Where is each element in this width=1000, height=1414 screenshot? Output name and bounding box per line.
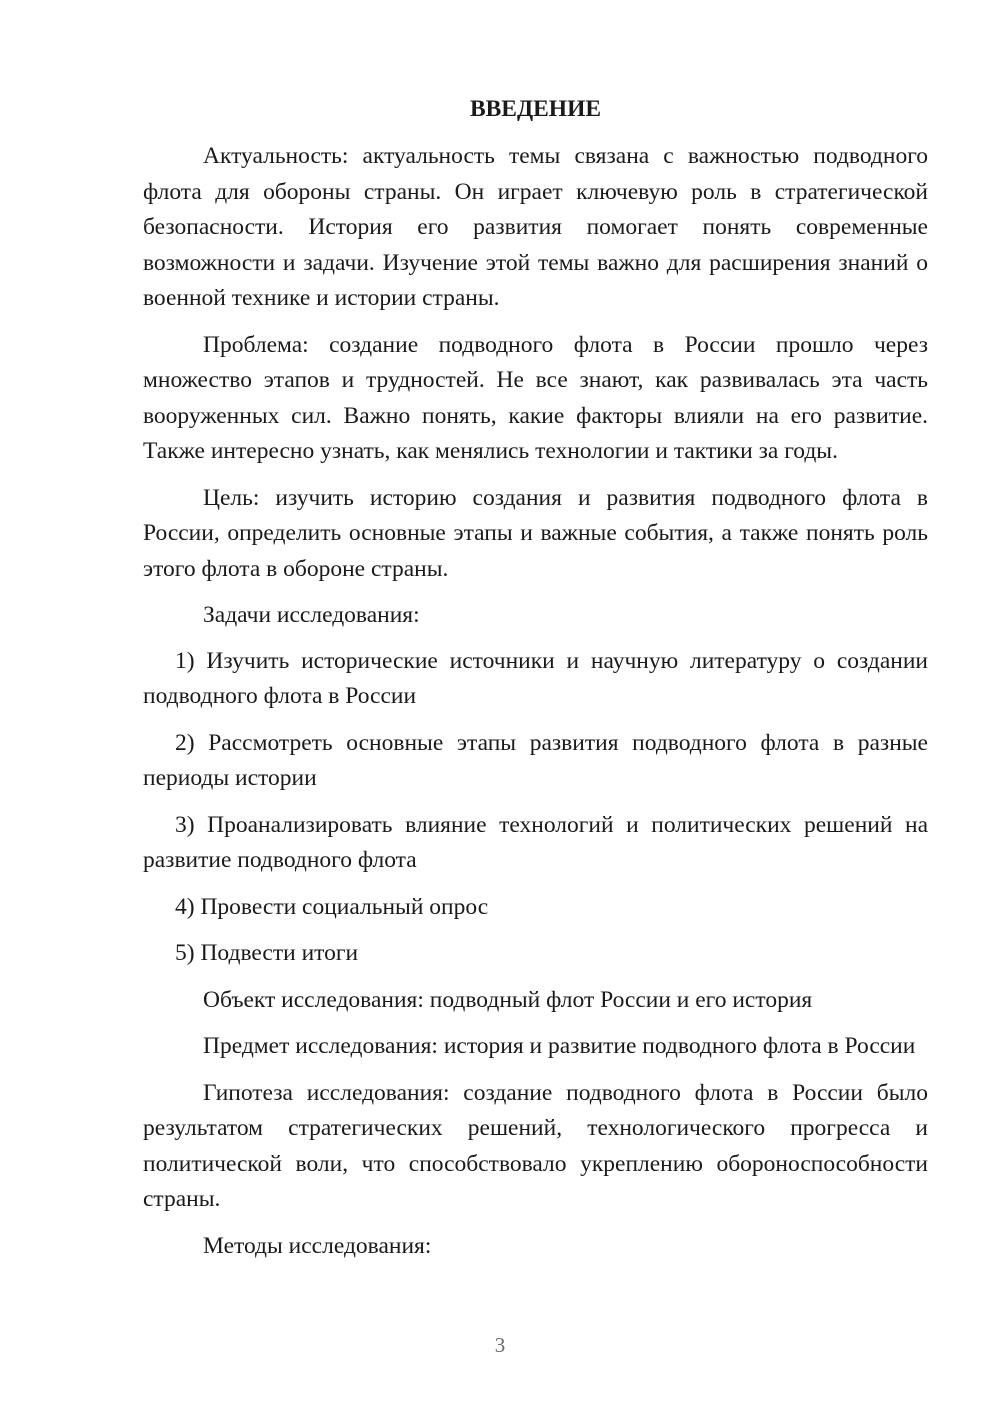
tasks-heading: Задачи исследования: bbox=[203, 602, 420, 628]
task-item-2: 2) Рассмотреть основные этапы развития подводного флота в разные периоды истории bbox=[143, 729, 928, 791]
task-item-5: 5) Подвести итоги bbox=[175, 940, 359, 966]
problem-paragraph: Проблема: создание подводного флота в России прошло через множество этапов и трудностей. Не все знают, как развивалась эта часть вооруженных сил. Важно понять, какие факторы влияли на его развитие. Также интересно узнать, как менялись технологии и тактики за годы. bbox=[143, 331, 928, 464]
section-title: ВВЕДЕНИЕ bbox=[469, 96, 602, 122]
page-number: 3 bbox=[494, 1333, 506, 1357]
page-body bbox=[143, 92, 928, 1275]
methods-heading: Методы исследования: bbox=[203, 1232, 432, 1259]
task-item-4: 4) Провести социальный опрос bbox=[175, 893, 489, 920]
relevance-paragraph: Актуальность: актуальность темы связана с важностью подводного флота для обороны страны. Он играет ключевую роль в стратегической безопасности. История его развития помогает понять современные возможности и задачи. Изучение этой темы важно для расширения знаний о военной технике и истории страны. bbox=[143, 143, 928, 311]
object-paragraph: Объект исследования: подводный флот России и его история bbox=[203, 986, 813, 1013]
subject-paragraph: Предмет исследования: история и развитие подводного флота в России bbox=[203, 1033, 916, 1059]
goal-paragraph: Цель: изучить историю создания и развития подводного флота в России, определить основные этапы и важные события, а также понять роль этого флота в обороне страны. bbox=[143, 484, 928, 582]
task-item-3: 3) Проанализировать влияние технологий и политических решений на развитие подводного флота bbox=[143, 811, 928, 873]
hypothesis-paragraph: Гипотеза исследования: создание подводного флота в России было результатом стратегических решений, технологического прогресса и политической воли, что способствовало укреплению обороноспособности страны. bbox=[143, 1079, 928, 1212]
task-item-1: 1) Изучить исторические источники и научную литературу о создании подводного флота в России bbox=[143, 647, 928, 709]
